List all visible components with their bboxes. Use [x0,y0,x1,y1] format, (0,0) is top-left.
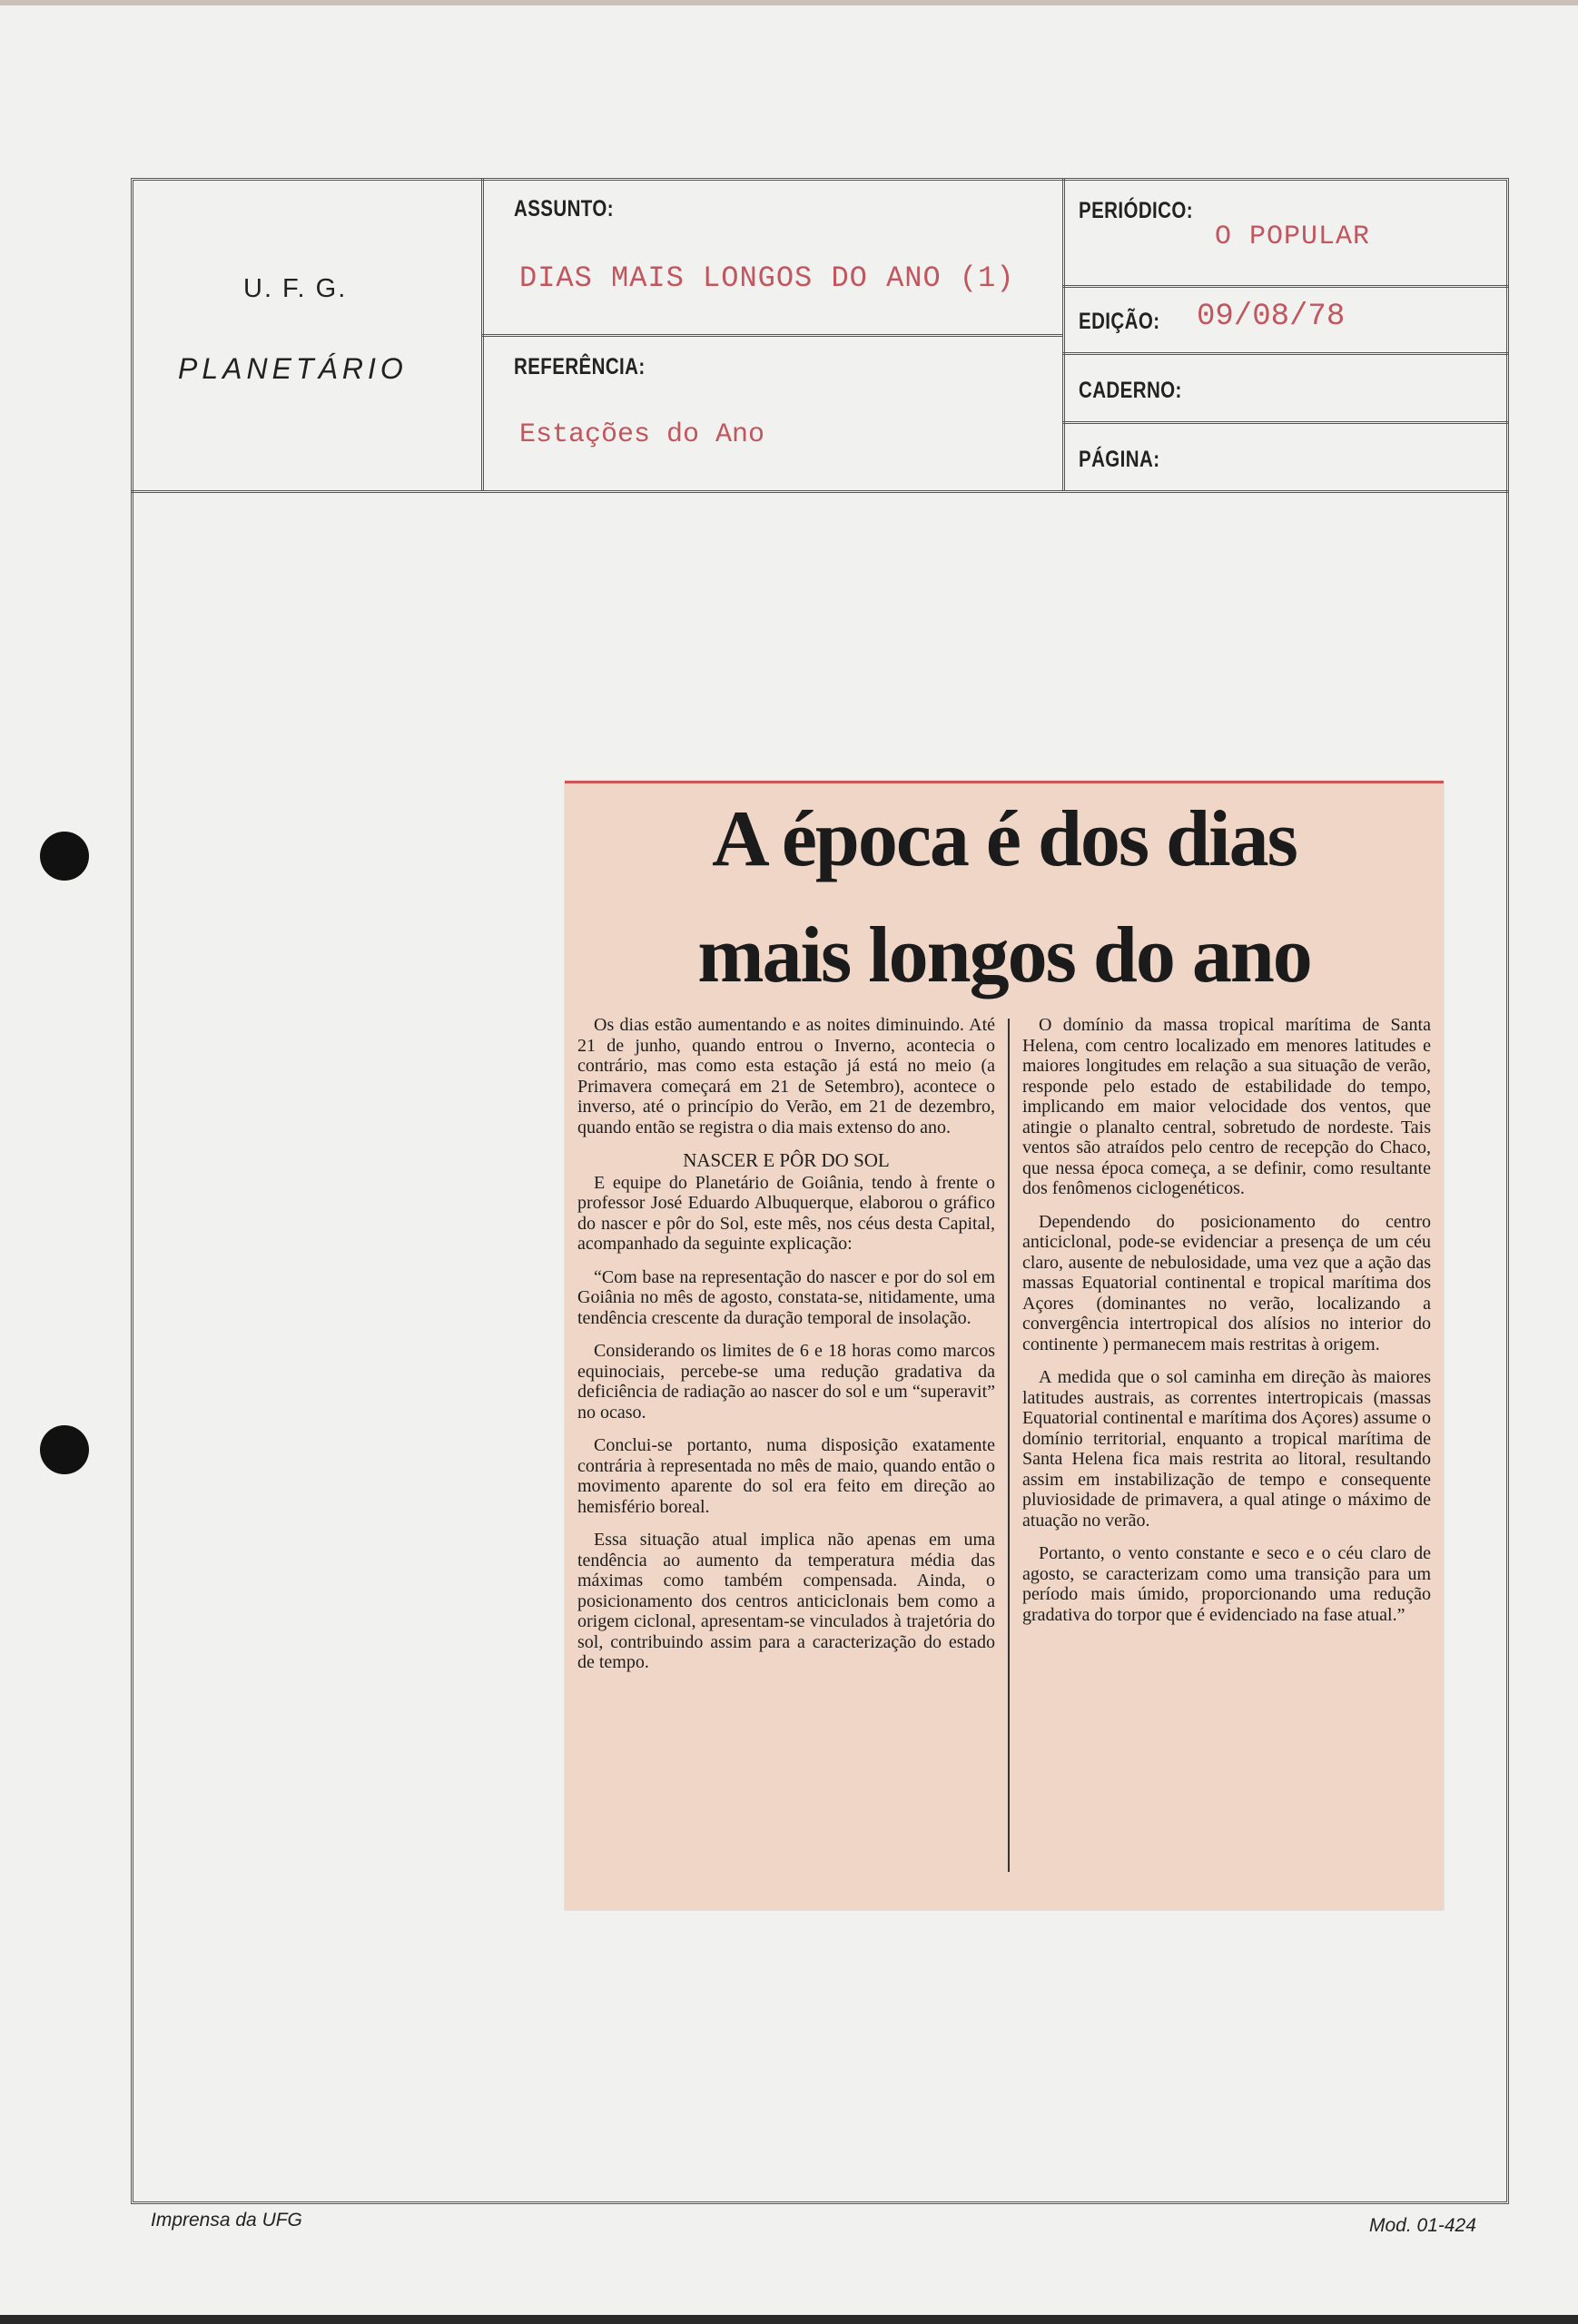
subheading: NASCER E PÔR DO SOL [683,1149,890,1171]
referencia-label: REFERÊNCIA: [514,354,646,379]
department: PLANETÁRIO [178,352,408,385]
caderno-label: CADERNO: [1079,378,1182,403]
assunto-value: DIAS MAIS LONGOS DO ANO (1) [519,261,1015,295]
periodico-label: PERIÓDICO: [1079,198,1193,223]
clipping-top-edge [565,781,1444,783]
paragraph: E equipe do Planetário de Goiânia, tendo à frente o professor José Eduardo Albuquerque, elaborou o gráfico do nascer e pôr do Sol, este mês, nos céus desta Capital, acompanhado da seguinte explicação: [577,1172,995,1254]
headline-line-1: A época é dos dias [712,795,1297,883]
assunto-label: ASSUNTO: [514,196,614,222]
headline-line-2: mais longos do ano [697,911,1311,1000]
edicao-rule [1062,352,1509,355]
paragraph: Considerando os limites de 6 e 18 horas como marcos equinociais, percebe-se uma redução gradativa da deficiência de radiação ao nascer do sol e um “superavit” no ocaso. [577,1341,995,1423]
newspaper-clipping [565,781,1444,1910]
paragraph: Portanto, o vento constante e seco e o céu claro de agosto, se caracterizam como uma transição para um período mais úmido, proporcionando uma redução gradativa do torpor que é evidenciado na fase atual.” [1022,1543,1431,1625]
caderno-rule [1062,421,1509,424]
header-bottom-rule [131,490,1509,493]
paragraph: Os dias estão aumentando e as noites diminuindo. Até 21 de junho, quando entrou o Inverno, acontecia o contrário, mas como esta estação já está no meio (a Primavera começará em 21 de Setembro), acontece o inverso, até o princípio do Verão, em 21 de dezembro, quando então se registra o dia mais extenso do ano. [577,1015,995,1137]
edicao-label: EDIÇÃO: [1079,309,1160,334]
footer-model-number: Mod. 01-424 [1369,2215,1476,2236]
punch-hole-bottom [40,1425,89,1474]
paragraph: Dependendo do posicionamento do centro anticiclonal, pode-se evidenciar a presença de um céu claro, ausente de nebulosidade, uma vez que a ação das massas Equatorial continental e tropical marítima dos Açores (dominantes no verão, localizando a convergência intertropical dos alísios no interior do continente ) permanecem mais restritas à origem. [1022,1211,1431,1354]
referencia-value: Estações do Ano [519,419,765,450]
institution: U. F. G. [243,274,348,303]
paragraph: O domínio da massa tropical marítima de Santa Helena, com centro localizado em menores latitudes e maiores longitudes em relação a sua situação de verão, responde pelo estado de estabilidade do tempo, implicando em maior velocidade dos ventos, que atingie o planalto central, sobretudo de nordeste. Tais ventos são atraídos pelo centro de recepção do Chaco, que nessa época começa, a se definir, como resultante dos fenômenos ciclogenéticos. [1022,1015,1431,1198]
paragraph: Conclui-se portanto, numa disposição exatamente contrária à representada no mês de maio, quando então o movimento aparente do sol era feito em direção ao hemisfério boreal. [577,1435,995,1517]
paragraph: A medida que o sol caminha em direção às maiores latitudes austrais, as correntes intertropicais (massas Equatorial continental e marítima dos Açores) assume o domínio territorial, enquanto a tropical marítima de Santa Helena fica mais restrita ao litoral, resultando assim em instabilização de tempo e consequente pluviosidade de primavera, a qual atinge o máximo de atuação no verão. [1022,1367,1431,1531]
top-edge [0,0,1578,5]
divider-right [1062,178,1065,490]
article-column-right [1022,1015,1431,1638]
punch-hole-top [40,832,89,881]
paragraph: Essa situação atual implica não apenas em uma tendência ao aumento da temperatura média das máximas como também compensada. Ainda, o posicionamento dos centros anticiclonais bem como a origem ciclonal, apresentam-se vinculados à trajetória do sol, contribuindo assim para a caracterização do estado de tempo. [577,1530,995,1672]
bottom-edge [0,2315,1578,2324]
article-column-left [577,1015,995,1686]
edicao-value: 09/08/78 [1197,300,1346,334]
periodico-rule [1062,285,1509,288]
column-rule [1008,1019,1010,1872]
periodico-value: O POPULAR [1215,222,1371,252]
pagina-label: PÁGINA: [1079,447,1160,472]
footer-imprensa: Imprensa da UFG [151,2210,302,2230]
paragraph: “Com base na representação do nascer e por do sol em Goiânia no mês de agosto, constata-se, nitidamente, uma tendência crescente da duração temporal de insolação. [577,1266,995,1328]
assunto-rule [481,334,1062,337]
